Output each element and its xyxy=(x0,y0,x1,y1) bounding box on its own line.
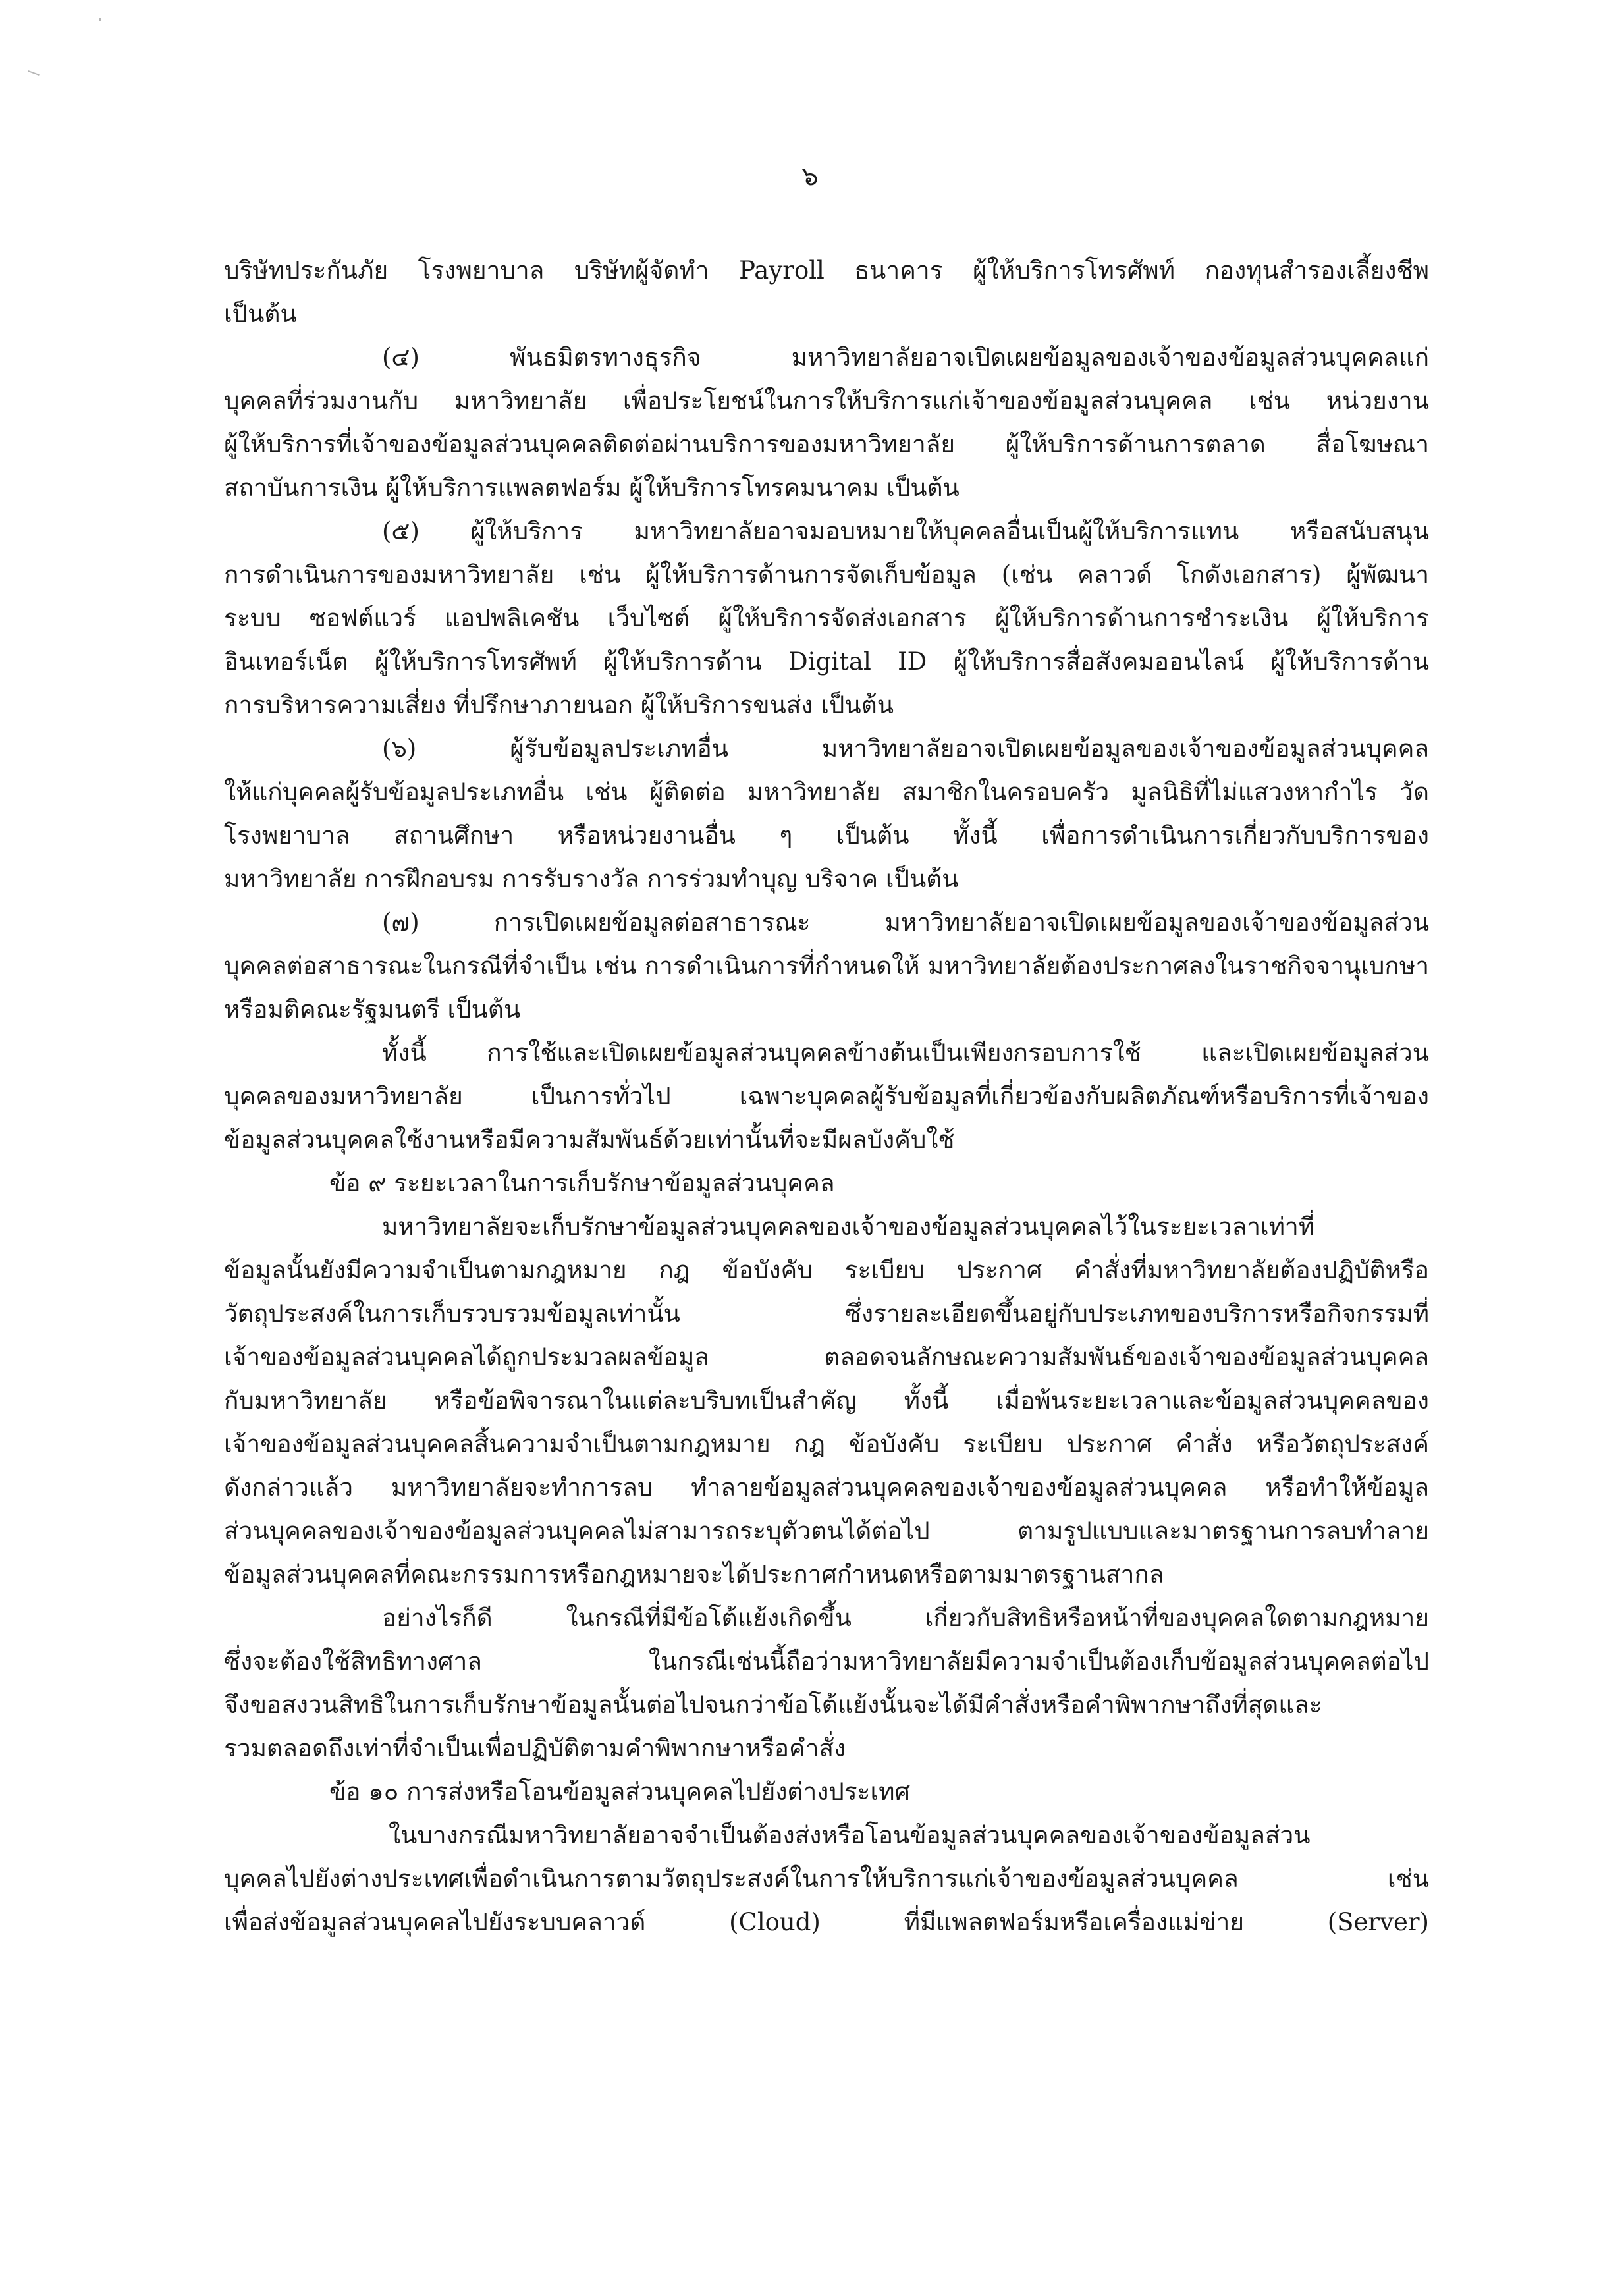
text-line: ข้อ ๑๐ การส่งหรือโอนข้อมูลส่วนบุคคลไปยังต่างประเทศ xyxy=(329,1778,911,1806)
text-line: เจ้าของข้อมูลส่วนบุคคลได้ถูกประมวลผลข้อมูล ตลอดจนลักษณะความสัมพันธ์ของเจ้าของข้อมูลส่วนบุคคล xyxy=(224,1343,1429,1371)
text-line: อย่างไรก็ดี ในกรณีที่มีข้อโต้แย้งเกิดขึ้น เกี่ยวกับสิทธิหรือหน้าที่ของบุคคลใดตามกฎหมาย xyxy=(382,1604,1429,1632)
text-line: ซึ่งจะต้องใช้สิทธิทางศาล ในกรณีเช่นนี้ถือว่ามหาวิทยาลัยมีความจำเป็นต้องเก็บข้อมูลส่วนบุคคลต่อไป xyxy=(224,1647,1429,1675)
text-line: ให้แก่บุคคลผู้รับข้อมูลประเภทอื่น เช่น ผู้ติดต่อ มหาวิทยาลัย สมาชิกในครอบครัว มูลนิธิที่ไม่แสวงหากำไร วัด xyxy=(224,778,1429,806)
text-line: ข้อมูลนั้นยังมีความจำเป็นตามกฎหมาย กฎ ข้อบังคับ ระเบียบ ประกาศ คำสั่งที่มหาวิทยาลัยต้องปฏิบัติหรือ xyxy=(224,1256,1429,1284)
text-line: การบริหารความเสี่ยง ที่ปรึกษาภายนอก ผู้ให้บริการขนส่ง เป็นต้น xyxy=(224,691,894,719)
text-line: บริษัทประกันภัย โรงพยาบาล บริษัทผู้จัดทำ Payroll ธนาคาร ผู้ให้บริการโทรศัพท์ กองทุนสำรองเลี้ยงชีพ xyxy=(224,256,1429,285)
text-line: วัตถุประสงค์ในการเก็บรวบรวมข้อมูลเท่านั้น ซึ่งรายละเอียดขึ้นอยู่กับประเภทของบริการหรือกิจกรรมที่ xyxy=(224,1299,1429,1328)
text-line: ดังกล่าวแล้ว มหาวิทยาลัยจะทำการลบ ทำลายข้อมูลส่วนบุคคลของเจ้าของข้อมูลส่วนบุคคล หรือทำให้ข้อมูล xyxy=(224,1473,1429,1502)
text-line: อินเทอร์เน็ต ผู้ให้บริการโทรศัพท์ ผู้ให้บริการด้าน Digital ID ผู้ให้บริการสื่อสังคมออนไลน์ ผู้ให้บริการด้าน xyxy=(224,647,1429,676)
text-line: (๔) พันธมิตรทางธุรกิจ มหาวิทยาลัยอาจเปิดเผยข้อมูลของเจ้าของข้อมูลส่วนบุคคลแก่ xyxy=(382,343,1429,371)
text-line: มหาวิทยาลัยจะเก็บรักษาข้อมูลส่วนบุคคลของเจ้าของข้อมูลส่วนบุคคลไว้ในระยะเวลาเท่าที่ xyxy=(382,1212,1315,1241)
text-line: มหาวิทยาลัย การฝึกอบรม การรับรางวัล การร่วมทำบุญ บริจาค เป็นต้น xyxy=(224,865,959,893)
text-line: โรงพยาบาล สถานศึกษา หรือหน่วยงานอื่น ๆ เป็นต้น ทั้งนี้ เพื่อการดำเนินการเกี่ยวกับบริการของ xyxy=(224,821,1429,850)
text-line: หรือมติคณะรัฐมนตรี เป็นต้น xyxy=(224,995,521,1023)
text-line: บุคคลไปยังต่างประเทศเพื่อดำเนินการตามวัตถุประสงค์ในการให้บริการแก่เจ้าของข้อมูลส่วนบุคคล เช่น xyxy=(224,1864,1429,1893)
text-line: รวมตลอดถึงเท่าที่จำเป็นเพื่อปฏิบัติตามคำพิพากษาหรือคำสั่ง xyxy=(224,1734,846,1762)
text-line: ข้อ ๙ ระยะเวลาในการเก็บรักษาข้อมูลส่วนบุคคล xyxy=(329,1169,835,1197)
text-line: ข้อมูลส่วนบุคคลใช้งานหรือมีความสัมพันธ์ด้วยเท่านั้นที่จะมีผลบังคับใช้ xyxy=(224,1126,955,1154)
scan-mark xyxy=(99,18,101,21)
text-line: บุคคลของมหาวิทยาลัย เป็นการทั่วไป เฉพาะบุคคลผู้รับข้อมูลที่เกี่ยวข้องกับผลิตภัณฑ์หรือบริการที่เจ้าของ xyxy=(224,1082,1429,1110)
text-line: ข้อมูลส่วนบุคคลที่คณะกรรมการหรือกฎหมายจะได้ประกาศกำหนดหรือตามมาตรฐานสากล xyxy=(224,1560,1164,1589)
text-line: บุคคลต่อสาธารณะในกรณีที่จำเป็น เช่น การดำเนินการที่กำหนดให้ มหาวิทยาลัยต้องประกาศลงในราชกิจจานุเบกษา xyxy=(224,952,1429,980)
text-line: ผู้ให้บริการที่เจ้าของข้อมูลส่วนบุคคลติดต่อผ่านบริการของมหาวิทยาลัย ผู้ให้บริการด้านการตลาด สื่อโฆษณา xyxy=(224,430,1429,458)
text-line: เพื่อส่งข้อมูลส่วนบุคคลไปยังระบบคลาวด์ (Cloud) ที่มีแพลตฟอร์มหรือเครื่องแม่ข่าย (Server) xyxy=(224,1908,1429,1936)
text-line: ระบบ ซอฟต์แวร์ แอปพลิเคชัน เว็บไซต์ ผู้ให้บริการจัดส่งเอกสาร ผู้ให้บริการด้านการชำระเงิน ผู้ให้บริการ xyxy=(224,604,1429,632)
scan-mark xyxy=(28,70,40,76)
text-line: ส่วนบุคคลของเจ้าของข้อมูลส่วนบุคคลไม่สามารถระบุตัวตนได้ต่อไป ตามรูปแบบและมาตรฐานการลบทำลาย xyxy=(224,1517,1429,1545)
text-line: (๗) การเปิดเผยข้อมูลต่อสาธารณะ มหาวิทยาลัยอาจเปิดเผยข้อมูลของเจ้าของข้อมูลส่วน xyxy=(382,908,1429,937)
text-line: ในบางกรณีมหาวิทยาลัยอาจจำเป็นต้องส่งหรือโอนข้อมูลส่วนบุคคลของเจ้าของข้อมูลส่วน xyxy=(389,1821,1311,1849)
text-line: (๖) ผู้รับข้อมูลประเภทอื่น มหาวิทยาลัยอาจเปิดเผยข้อมูลของเจ้าของข้อมูลส่วนบุคคล xyxy=(382,734,1429,763)
body-text xyxy=(224,249,1429,1944)
text-line: (๕) ผู้ให้บริการ มหาวิทยาลัยอาจมอบหมายให้บุคคลอื่นเป็นผู้ให้บริการแทน หรือสนับสนุน xyxy=(382,517,1429,545)
text-line: เจ้าของข้อมูลส่วนบุคคลสิ้นความจำเป็นตามกฎหมาย กฎ ข้อบังคับ ระเบียบ ประกาศ คำสั่ง หรือวัตถุประสงค์ xyxy=(224,1430,1429,1458)
text-line: การดำเนินการของมหาวิทยาลัย เช่น ผู้ให้บริการด้านการจัดเก็บข้อมูล (เช่น คลาวด์ โกดังเอกสาร) ผู้พัฒนา xyxy=(224,560,1429,589)
text-line: จึงขอสงวนสิทธิในการเก็บรักษาข้อมูลนั้นต่อไปจนกว่าข้อโต้แย้งนั้นจะได้มีคำสั่งหรือคำพิพากษาถึงที่สุดและ xyxy=(224,1691,1322,1719)
text-line: สถาบันการเงิน ผู้ให้บริการแพลตฟอร์ม ผู้ให้บริการโทรคมนาคม เป็นต้น xyxy=(224,474,960,502)
page-number: ๖ xyxy=(801,161,819,192)
text-line: เป็นต้น xyxy=(224,300,297,328)
text-line: ทั้งนี้ การใช้และเปิดเผยข้อมูลส่วนบุคคลข้างต้นเป็นเพียงกรอบการใช้ และเปิดเผยข้อมูลส่วน xyxy=(382,1039,1429,1067)
text-line: บุคคลที่ร่วมงานกับ มหาวิทยาลัย เพื่อประโยชน์ในการให้บริการแก่เจ้าของข้อมูลส่วนบุคคล เช่น หน่วยงาน xyxy=(224,387,1429,415)
text-line: กับมหาวิทยาลัย หรือข้อพิจารณาในแต่ละบริบทเป็นสำคัญ ทั้งนี้ เมื่อพ้นระยะเวลาและข้อมูลส่วนบุคคลของ xyxy=(224,1386,1429,1415)
